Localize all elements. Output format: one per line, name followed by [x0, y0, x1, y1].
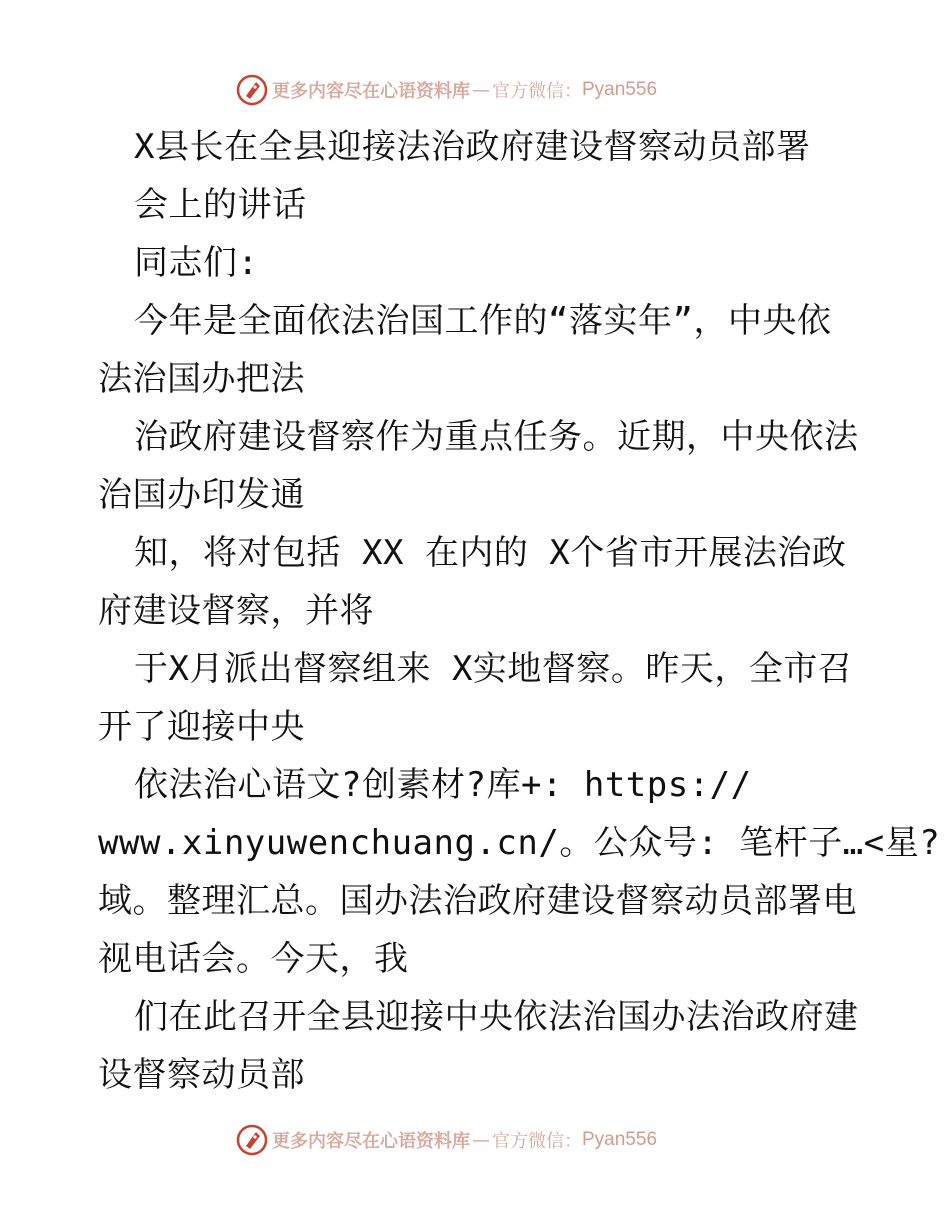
- paragraph-line: 知，将对包括 XX 在内的 X个省市开展法治政: [134, 533, 847, 573]
- paragraph-line: 开了迎接中央: [98, 707, 305, 747]
- paragraph-line: 今年是全面依法治国工作的“落实年”，中央依: [134, 301, 832, 341]
- footer-banner: [236, 1123, 657, 1157]
- title-line-2: 会上的讲话: [134, 185, 307, 225]
- paragraph-line: 于X月派出督察组来 X实地督察。昨天，全市召: [134, 649, 853, 689]
- title-line-1: X县长在全县迎接法治政府建设督察动员部署: [134, 127, 811, 167]
- banner-wechat-id: Pyan556: [582, 1129, 658, 1150]
- paragraph-line: 依法治心语文?创素材?库+: https://: [134, 765, 752, 805]
- document-body: [98, 118, 941, 1104]
- paragraph-line: 设督察动员部: [98, 1055, 305, 1095]
- banner-separator: —: [472, 79, 490, 101]
- banner-wechat-label: 官方微信：: [492, 81, 582, 102]
- paragraph-line: 视电话会。今天，我: [98, 939, 409, 979]
- paragraph-line: 府建设督察，并将: [98, 591, 374, 631]
- salutation: 同志们:: [134, 243, 259, 283]
- banner-wechat-label: 官方微信：: [492, 1131, 582, 1152]
- paragraph-line: 治政府建设督察作为重点任务。近期，中央依法: [134, 417, 859, 457]
- banner-main-text: 更多内容尽在心语资料库: [272, 1131, 470, 1152]
- paragraph-line: www.xinyuwenchuang.cn/。公众号: 笔杆子…<星?: [98, 823, 941, 863]
- header-banner: [236, 73, 657, 107]
- banner-main-text: 更多内容尽在心语资料库: [272, 81, 470, 102]
- paragraph-line: 法治国办把法: [98, 359, 305, 399]
- banner-separator: —: [472, 1129, 490, 1151]
- paragraph-line: 们在此召开全县迎接中央依法治国办法治政府建: [134, 997, 859, 1037]
- pen-nib-logo-icon: [236, 74, 268, 106]
- paragraph-line: 域。整理汇总。国办法治政府建设督察动员部署电: [98, 881, 857, 921]
- banner-wechat-id: Pyan556: [582, 79, 658, 100]
- paragraph-line: 治国办印发通: [98, 475, 305, 515]
- pen-nib-logo-icon: [236, 1124, 268, 1156]
